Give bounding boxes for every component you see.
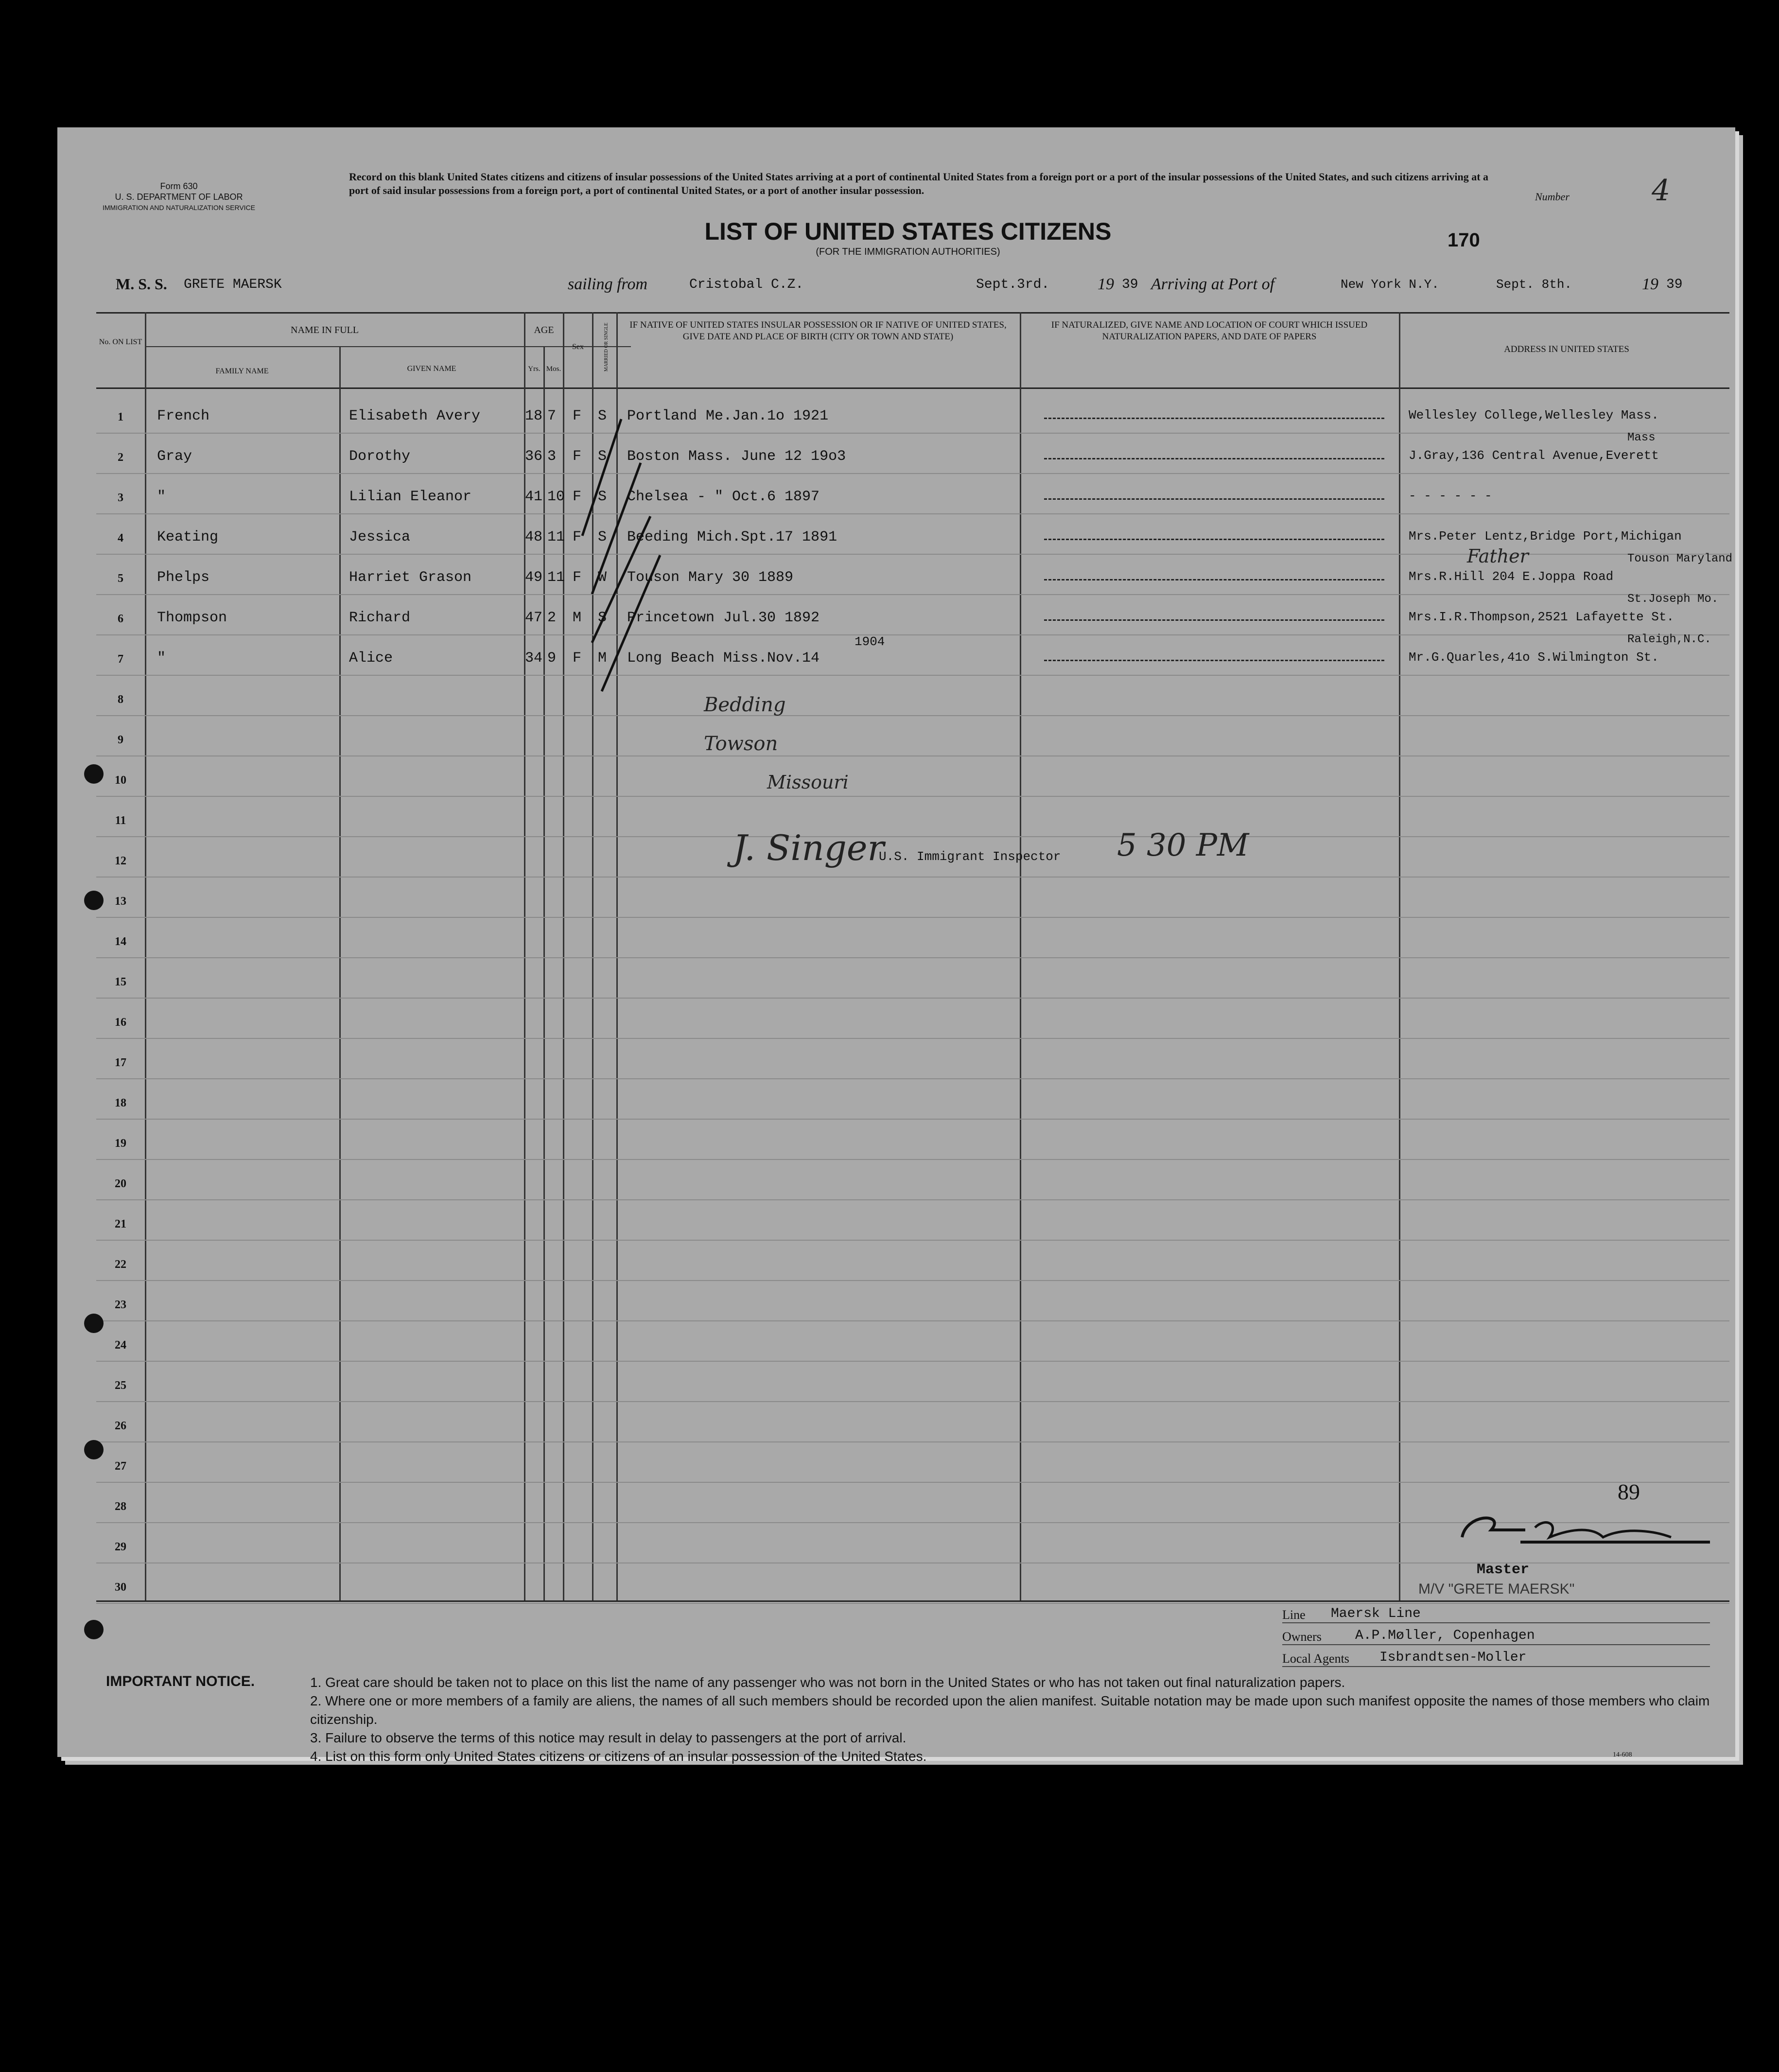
- handwritten-birth-6: Missouri: [767, 772, 849, 793]
- notice-item: 2. Where one or more members of a family are aliens, the names of all such members should be recorded upon the alien manifest. Suitable notation may be made upon such manifest opposite the names of those members who claim citizenship.: [310, 1693, 1710, 1727]
- owners-label: Owners: [1282, 1630, 1322, 1644]
- notice-list: [310, 1673, 1720, 1766]
- row-number: 5: [118, 572, 123, 585]
- birth-cell: Boston Mass. June 12 19o3: [627, 448, 846, 465]
- row-number: 15: [115, 976, 126, 988]
- address-line2-cell: St.Joseph Mo.: [1627, 593, 1719, 606]
- age-months-cell: 2: [547, 610, 557, 626]
- page-subtitle: (FOR THE IMMIGRATION AUTHORITIES): [816, 246, 1000, 257]
- sailing-year: 39: [1122, 277, 1138, 292]
- row-number: 2: [118, 451, 123, 464]
- header-sex: Sex: [572, 343, 584, 351]
- row-rule: [96, 1320, 1729, 1321]
- row-number: 6: [118, 613, 123, 625]
- inspector-signature: J. Singer: [733, 827, 884, 868]
- header-age: AGE: [534, 325, 554, 335]
- arriving-port: New York N.Y.: [1341, 277, 1439, 292]
- print-code: 14-608: [1613, 1751, 1632, 1758]
- sailing-from-label: sailing from: [568, 275, 648, 293]
- row-rule: [96, 1441, 1729, 1442]
- birth-cell: Portland Me.Jan.1o 1921: [627, 408, 829, 424]
- service: IMMIGRATION AND NATURALIZATION SERVICE: [103, 204, 255, 211]
- handwritten-birth-5: Towson: [704, 733, 778, 755]
- sex-cell: F: [573, 408, 582, 424]
- form-agency-block: [91, 181, 266, 213]
- line-label: Line: [1282, 1608, 1306, 1622]
- row-number: 22: [115, 1258, 126, 1271]
- row-number: 24: [115, 1339, 126, 1352]
- punch-hole: [84, 764, 104, 784]
- col-line-given: [524, 312, 525, 1600]
- birth-cell: Touson Mary 30 1889: [627, 569, 794, 586]
- row-number: 18: [115, 1097, 126, 1109]
- punch-hole: [84, 1440, 104, 1459]
- marital-cell: S: [598, 448, 607, 465]
- row-rule: [96, 957, 1729, 958]
- naturalization-dash: [1044, 458, 1384, 459]
- table-top-rule: [96, 312, 1729, 314]
- row-number: 8: [118, 693, 123, 706]
- birth-cell: Long Beach Miss.Nov.14: [627, 650, 820, 667]
- arriving-date: Sept. 8th.: [1496, 277, 1572, 292]
- address-cell: Mrs.R.Hill 204 E.Joppa Road: [1409, 569, 1614, 584]
- row-rule: [96, 1361, 1729, 1362]
- row-number: 28: [115, 1500, 126, 1513]
- sex-cell: F: [573, 489, 582, 505]
- sex-cell: F: [573, 529, 582, 545]
- row-number: 29: [115, 1541, 126, 1553]
- address-cell: Mrs.Peter Lentz,Bridge Port,Michigan: [1409, 529, 1682, 544]
- age-years-cell: 47: [525, 610, 543, 626]
- punch-hole: [84, 1620, 104, 1639]
- address-line2-cell: Mass: [1627, 431, 1656, 444]
- age-years-cell: 36: [525, 448, 543, 465]
- vessel-prefix: M. S. S.: [116, 275, 167, 293]
- row-number: 23: [115, 1299, 126, 1311]
- marital-cell: S: [598, 610, 607, 626]
- line-value: Maersk Line: [1331, 1606, 1421, 1621]
- sex-cell: F: [573, 448, 582, 465]
- col-line-family: [339, 346, 341, 1600]
- sailing-from: Cristobal C.Z.: [689, 277, 804, 292]
- row-rule: [96, 675, 1729, 676]
- row-rule: [96, 755, 1729, 756]
- family-name-cell: Thompson: [157, 610, 227, 626]
- header-given-name: GIVEN NAME: [407, 365, 456, 373]
- owners-rule: [1282, 1644, 1710, 1645]
- arriving-label: Arriving at Port of: [1151, 275, 1275, 293]
- age-years-cell: 48: [525, 529, 543, 545]
- row-rule: [96, 1119, 1729, 1120]
- row-number: 19: [115, 1137, 126, 1150]
- header-naturalized: IF NATURALIZED, GIVE NAME AND LOCATION OF COURT WHICH ISSUED NATURALIZATION PAPERS, AND DATE OF PAPERS: [1051, 320, 1368, 342]
- age-months-cell: 11: [547, 569, 565, 586]
- vessel-name: GRETE MAERSK: [184, 277, 282, 292]
- line-rule: [1282, 1622, 1710, 1623]
- page-title: LIST OF UNITED STATES CITIZENS: [704, 218, 1112, 245]
- row-rule: [96, 796, 1729, 797]
- department: U. S. DEPARTMENT OF LABOR: [115, 192, 243, 202]
- given-name-cell: Harriet Grason: [349, 569, 472, 586]
- age-months-cell: 3: [547, 448, 557, 465]
- marital-cell: W: [598, 569, 607, 586]
- row-number: 4: [118, 532, 123, 544]
- form-number: Form 630: [160, 181, 198, 191]
- given-name-cell: Elisabeth Avery: [349, 408, 481, 424]
- check-marks-drawing: [563, 390, 767, 789]
- stamp-number: 170: [1448, 229, 1480, 251]
- family-name-cell: Gray: [157, 448, 192, 465]
- table-header-rule: [96, 387, 1729, 389]
- table-bottom-rule: [96, 1600, 1729, 1602]
- age-years-cell: 41: [525, 489, 543, 505]
- header-mos: Mos.: [546, 365, 561, 373]
- birth-year-cell: 1904: [855, 634, 885, 649]
- row-number: 27: [115, 1460, 126, 1473]
- row-rule: [96, 594, 1729, 595]
- master-signature-icon: [1448, 1508, 1720, 1557]
- address-cell: Mrs.I.R.Thompson,2521 Lafayette St.: [1409, 610, 1674, 624]
- sex-cell: M: [573, 610, 582, 626]
- naturalization-dash: [1044, 539, 1384, 540]
- row-rule: [96, 1401, 1729, 1402]
- header-birth: IF NATIVE OF UNITED STATES INSULAR POSSESSION OR IF NATIVE OF UNITED STATES, GIVE DATE AND PLACE OF BIRTH (CITY OR TOWN AND STATE): [629, 320, 1007, 342]
- address-cell: - - - - - -: [1409, 489, 1492, 503]
- given-name-cell: Richard: [349, 610, 411, 626]
- notice-item: 3. Failure to observe the terms of this notice may result in delay to passengers at the port of arrival.: [310, 1730, 907, 1745]
- row-rule: [96, 917, 1729, 918]
- punch-hole: [84, 1314, 104, 1333]
- naturalization-dash: [1044, 660, 1384, 661]
- sex-cell: F: [573, 650, 582, 667]
- birth-cell: Beeding Mich.Spt.17 1891: [627, 529, 837, 545]
- col-line-birth: [1020, 312, 1021, 1600]
- row-number: 20: [115, 1177, 126, 1190]
- given-name-cell: Alice: [349, 650, 393, 667]
- row-number: 21: [115, 1218, 126, 1230]
- row-number: 30: [115, 1581, 126, 1594]
- row-rule: [96, 877, 1729, 878]
- row-rule: [96, 1240, 1729, 1241]
- age-years-cell: 18: [525, 408, 543, 424]
- family-name-cell: ": [157, 489, 166, 505]
- manifest-sheet: [57, 127, 1735, 1764]
- naturalization-dash: [1044, 579, 1384, 580]
- marital-cell: S: [598, 489, 607, 505]
- header-yrs: Yrs.: [528, 365, 541, 373]
- sailing-year-prefix: 19: [1098, 275, 1114, 293]
- age-months-cell: 10: [547, 489, 565, 505]
- row-number: 26: [115, 1420, 126, 1432]
- form-instruction: Record on this blank United States citizens and citizens of insular possessions of the United States arriving at a port of continental United States from a foreign port or a port of the insular possessions of the United States, and such citizens arriving at a port of said insular possessions from a foreign port, a port of continental United States, or a port of another insular possession.: [349, 171, 1489, 196]
- given-name-cell: Dorothy: [349, 448, 411, 465]
- row-rule: [96, 998, 1729, 999]
- row-number: 13: [115, 895, 126, 908]
- voyage-line: [116, 273, 1695, 298]
- address-line2-cell: Raleigh,N.C.: [1627, 633, 1711, 646]
- notice-label: IMPORTANT NOTICE.: [106, 1673, 255, 1689]
- row-number: 12: [115, 855, 126, 867]
- row-rule: [96, 1482, 1729, 1483]
- marital-cell: S: [598, 408, 607, 424]
- number-value: 4: [1652, 174, 1671, 208]
- row-number: 14: [115, 935, 126, 948]
- row-rule: [96, 1038, 1729, 1039]
- address-cell: J.Gray,136 Central Avenue,Everett: [1409, 448, 1659, 463]
- master-vessel: M/V "GRETE MAERSK": [1418, 1581, 1575, 1597]
- row-number: 17: [115, 1056, 126, 1069]
- row-rule: [96, 1199, 1729, 1200]
- birth-cell: Chelsea - " Oct.6 1897: [627, 489, 820, 505]
- naturalization-dash: [1044, 619, 1384, 621]
- family-name-cell: Phelps: [157, 569, 210, 586]
- address-line2-cell: Touson Maryland: [1627, 552, 1733, 565]
- row-rule: [96, 1280, 1729, 1281]
- agents-value: Isbrandtsen-Moller: [1379, 1650, 1527, 1665]
- birth-cell: Princetown Jul.30 1892: [627, 610, 820, 626]
- col-line-no: [145, 312, 146, 1600]
- row-rule: [96, 473, 1729, 474]
- inspector-title: U.S. Immigrant Inspector: [879, 849, 1061, 864]
- address-cell: Wellesley College,Wellesley Mass.: [1409, 408, 1659, 422]
- row-rule: [96, 715, 1729, 716]
- family-name-cell: ": [157, 650, 166, 667]
- sailing-date: Sept.3rd.: [976, 277, 1050, 292]
- row-number: 25: [115, 1379, 126, 1392]
- header-married: MARRIED OR SINGLE: [604, 322, 609, 372]
- row-number: 9: [118, 734, 123, 746]
- marital-cell: M: [598, 650, 607, 667]
- punch-hole: [84, 891, 104, 910]
- given-name-cell: Lilian Eleanor: [349, 489, 472, 505]
- row-rule: [96, 836, 1729, 837]
- age-years-cell: 49: [525, 569, 543, 586]
- age-months-cell: 9: [547, 650, 557, 667]
- col-line-yrs: [543, 346, 545, 1600]
- row-rule: [96, 1603, 1729, 1604]
- row-rule: [96, 1159, 1729, 1160]
- page-count: 89: [1618, 1479, 1640, 1504]
- family-name-cell: French: [157, 408, 210, 424]
- agents-rule: [1282, 1666, 1710, 1667]
- row-rule: [96, 1078, 1729, 1079]
- marital-cell: S: [598, 529, 607, 545]
- col-line-naturalized: [1399, 312, 1400, 1600]
- row-number: 7: [118, 653, 123, 666]
- owners-value: A.P.Møller, Copenhagen: [1355, 1628, 1535, 1643]
- number-label: Number: [1535, 191, 1570, 203]
- family-name-cell: Keating: [157, 529, 219, 545]
- age-years-cell: 34: [525, 650, 543, 667]
- naturalization-dash: [1044, 418, 1384, 419]
- row-rule: [96, 433, 1729, 434]
- arriving-year: 39: [1666, 277, 1683, 292]
- master-label: Master: [1477, 1562, 1530, 1578]
- row-number: 10: [115, 774, 126, 787]
- header-no-on-list: No. ON LIST: [99, 338, 142, 346]
- header-address: ADDRESS IN UNITED STATES: [1504, 344, 1629, 354]
- sex-cell: F: [573, 569, 582, 586]
- handwritten-birth-4: Bedding: [704, 694, 786, 716]
- arriving-year-prefix: 19: [1642, 275, 1658, 293]
- handwritten-addr-2: Father: [1467, 545, 1529, 567]
- age-months-cell: 7: [547, 408, 557, 424]
- given-name-cell: Jessica: [349, 529, 411, 545]
- notice-item: 4. List on this form only United States citizens or citizens of an insular possession of the United States.: [310, 1749, 927, 1764]
- row-rule: [96, 634, 1729, 635]
- notice-item: 1. Great care should be taken not to place on this list the name of any passenger who was not born in the United States or who has not taken out final naturalization papers.: [310, 1675, 1345, 1690]
- agents-label: Local Agents: [1282, 1651, 1349, 1666]
- row-number: 11: [115, 814, 126, 827]
- age-months-cell: 11: [547, 529, 565, 545]
- naturalization-dash: [1044, 498, 1384, 500]
- arrival-time: 5 30 PM: [1117, 827, 1249, 863]
- address-cell: Mr.G.Quarles,41o S.Wilmington St.: [1409, 650, 1659, 665]
- row-number: 16: [115, 1016, 126, 1029]
- row-rule: [96, 513, 1729, 514]
- row-number: 3: [118, 492, 123, 504]
- header-family-name: FAMILY NAME: [215, 367, 269, 375]
- header-name-in-full: NAME IN FULL: [291, 325, 359, 335]
- row-number: 1: [118, 411, 123, 423]
